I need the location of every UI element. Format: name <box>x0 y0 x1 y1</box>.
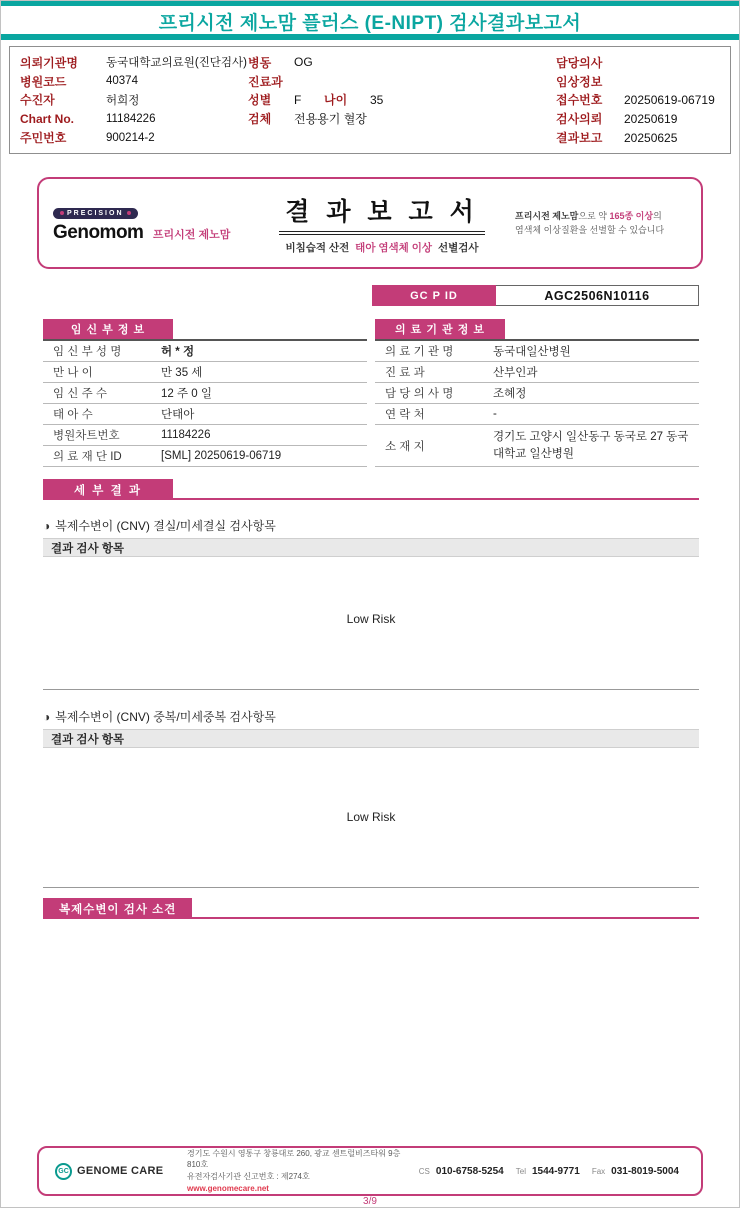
field-label: 의뢰기관명 <box>20 55 78 70</box>
cnv-duplication-result: Low Risk <box>346 810 396 824</box>
field-label: 성별 <box>248 93 272 108</box>
patient-col-middle <box>248 53 556 147</box>
field-label: 검체 <box>248 112 272 127</box>
mother-info-table <box>43 319 367 467</box>
row-label: 임 신 부 성 명 <box>53 346 122 358</box>
row-value: 동국대일산병원 <box>493 346 571 358</box>
website-link[interactable]: www.genomecare.net <box>187 1183 269 1193</box>
table-row <box>375 341 699 362</box>
field-row <box>556 72 724 91</box>
hospital-table-header: 의 료 기 관 정 보 <box>375 319 505 339</box>
half-circle-icon: ◑ <box>43 518 51 533</box>
tagline-text: 의 <box>653 210 662 221</box>
cnv-findings-header <box>43 898 699 919</box>
row-label: 진 료 과 <box>385 367 425 379</box>
table-row <box>43 446 367 467</box>
field-label: 진료과 <box>248 74 283 89</box>
mother-table-body <box>43 339 367 467</box>
gc-p-id-label: GC P ID <box>372 285 496 306</box>
field-row <box>20 128 248 147</box>
table-row <box>375 362 699 383</box>
field-value: 20250625 <box>624 130 678 145</box>
subtitle-suffix: 선별검사 <box>437 241 479 254</box>
table-row <box>43 404 367 425</box>
table-row <box>375 404 699 425</box>
field-label: 담당의사 <box>556 55 603 70</box>
result-column-header: 결과 검사 항목 <box>43 729 699 748</box>
info-tables <box>43 319 699 467</box>
field-label: 임상정보 <box>556 74 603 89</box>
field-label: 병동 <box>248 55 272 70</box>
hospital-info-table <box>375 319 699 467</box>
tagline-line-2: 염색체 이상질환을 선별할 수 있습니다 <box>515 225 665 235</box>
table-row <box>43 425 367 446</box>
field-value: 11184226 <box>106 112 156 125</box>
row-value: 경기도 고양시 일산동구 동국로 27 동국대학교 일산병원 <box>493 430 689 460</box>
result-column-header: 결과 검사 항목 <box>43 538 699 557</box>
footer-contacts <box>419 1166 685 1177</box>
tel-number: 1544-9771 <box>531 1165 580 1177</box>
field-row <box>556 91 724 110</box>
table-row <box>375 425 699 467</box>
subtitle-prefix: 비침습적 산전 <box>285 241 350 254</box>
row-value: - <box>493 408 497 420</box>
row-value: 산부인과 <box>493 367 538 379</box>
report-title-block <box>249 192 515 255</box>
field-row <box>248 109 556 128</box>
field-row <box>20 53 248 72</box>
field-value: 20250619 <box>624 111 678 126</box>
field-label: 검사의뢰 <box>556 112 603 127</box>
field-value: OG <box>294 55 313 70</box>
brand-name-kr: 프리시전 제노맘 <box>152 228 231 241</box>
half-circle-icon: ◑ <box>43 709 51 724</box>
address-line-2: 유전자검사기관 신고번호 : 제274호 <box>187 1172 310 1181</box>
detail-results-badge: 세 부 결 과 <box>43 479 173 500</box>
field-row <box>556 53 724 72</box>
tagline <box>515 209 687 238</box>
row-value: 단태아 <box>161 409 195 421</box>
gc-p-id-row <box>372 285 699 306</box>
table-row <box>43 362 367 383</box>
row-value: 조혜정 <box>493 388 527 400</box>
table-row <box>375 383 699 404</box>
row-value: [SML] 20250619-06719 <box>161 450 282 462</box>
field-value: 35 <box>370 92 384 107</box>
field-row-empty <box>248 128 556 147</box>
field-label: 주민번호 <box>20 131 67 146</box>
field-row <box>248 53 556 72</box>
genomecare-logo <box>55 1163 173 1180</box>
field-value: F <box>294 92 302 107</box>
precision-badge <box>53 208 138 219</box>
row-label: 의 료 재 단 ID <box>53 451 122 463</box>
genomom-logo <box>53 202 249 244</box>
gc-p-id-value: AGC2506N10116 <box>496 285 699 306</box>
patient-col-right <box>556 53 724 147</box>
cs-label: CS <box>418 1166 430 1176</box>
page-title: 프리시전 제노맘 플러스 (E-NIPT) 검사결과보고서 <box>158 13 582 34</box>
field-label: Chart No. <box>20 111 74 126</box>
report-title: 결 과 보 고 서 <box>279 192 485 235</box>
detail-results-header <box>43 479 699 500</box>
cnv-deletion-title <box>43 517 276 534</box>
field-label: 접수번호 <box>556 93 603 108</box>
row-label: 연 락 처 <box>385 409 425 421</box>
field-value: 40374 <box>106 75 138 88</box>
row-value: 만 35 세 <box>161 367 203 379</box>
row-label: 만 나 이 <box>53 367 93 379</box>
header-top-band <box>1 1 739 6</box>
table-row <box>43 383 367 404</box>
section-divider <box>43 689 699 690</box>
page-number: 3/9 <box>363 1196 377 1207</box>
row-value: 12 주 0 일 <box>161 388 212 400</box>
tagline-line-1 <box>515 209 687 223</box>
row-label: 태 아 수 <box>53 409 93 421</box>
header-bottom-band <box>1 34 739 40</box>
patient-col-left <box>20 53 248 147</box>
footer-address <box>187 1148 405 1194</box>
table-row <box>43 341 367 362</box>
field-value: 900214-2 <box>106 131 155 144</box>
tagline-text: 으로 약 <box>578 210 610 221</box>
row-label: 담 당 의 사 명 <box>385 388 454 400</box>
field-label: 나이 <box>324 93 348 108</box>
field-row <box>20 72 248 91</box>
tel-label: Tel <box>515 1166 526 1176</box>
cnv-duplication-title-text: 복제수변이 (CNV) 중복/미세중복 검사항목 <box>55 710 276 724</box>
fax-label: Fax <box>591 1166 606 1176</box>
brand-name: Genomom <box>53 221 144 243</box>
patient-info-header <box>9 46 731 154</box>
row-label: 임 신 주 수 <box>53 388 108 400</box>
field-label: 병원코드 <box>20 74 67 89</box>
field-row <box>556 109 724 128</box>
section-divider <box>43 887 699 888</box>
field-value: 전용용기 혈장 <box>294 112 367 127</box>
genomecare-logo-text: GENOME CARE <box>77 1165 164 1177</box>
row-label: 의 료 기 관 명 <box>385 346 454 358</box>
cnv-findings-badge: 복제수변이 검사 소견 <box>43 898 192 919</box>
mother-table-header: 임 신 부 정 보 <box>43 319 173 339</box>
fax-number: 031-8019-5004 <box>611 1165 679 1177</box>
field-row <box>248 91 556 110</box>
report-subtitle <box>249 240 515 255</box>
field-row <box>248 72 556 91</box>
field-label: 결과보고 <box>556 131 603 146</box>
precision-badge-label: PRECISION <box>67 209 124 217</box>
tagline-brand: 프리시전 제노맘 <box>515 210 579 221</box>
cnv-deletion-title-text: 복제수변이 (CNV) 결실/미세결실 검사항목 <box>55 519 276 533</box>
field-row <box>556 128 724 147</box>
brand-line <box>53 222 249 244</box>
tagline-highlight: 165종 이상 <box>609 210 654 221</box>
field-value: 20250619-06719 <box>624 92 715 107</box>
cnv-duplication-title <box>43 708 276 725</box>
report-title-box <box>37 177 703 269</box>
badge-dot-right-icon <box>127 211 131 215</box>
field-label: 수진자 <box>20 93 55 108</box>
row-value: 허 * 정 <box>161 346 195 358</box>
subtitle-highlight: 태아 염색체 이상 <box>355 241 433 254</box>
field-value: 동국대학교의료원(진단검사) <box>106 57 247 70</box>
hospital-table-body <box>375 339 699 467</box>
cnv-deletion-result: Low Risk <box>346 612 396 626</box>
address-line-1: 경기도 수원시 영통구 창룡대로 260, 광교 센트럴비즈타워 9층 810호 <box>187 1148 401 1170</box>
genomecare-logo-icon: GC <box>55 1163 72 1180</box>
row-value: 11184226 <box>161 429 211 441</box>
badge-dot-left-icon <box>60 211 64 215</box>
field-value: 허희정 <box>106 94 140 107</box>
cs-number: 010-6758-5254 <box>435 1165 504 1177</box>
field-row <box>20 109 248 128</box>
row-label: 병원차트번호 <box>53 430 120 442</box>
row-label: 소 재 지 <box>385 440 425 453</box>
field-row <box>20 91 248 110</box>
footer <box>37 1146 703 1196</box>
